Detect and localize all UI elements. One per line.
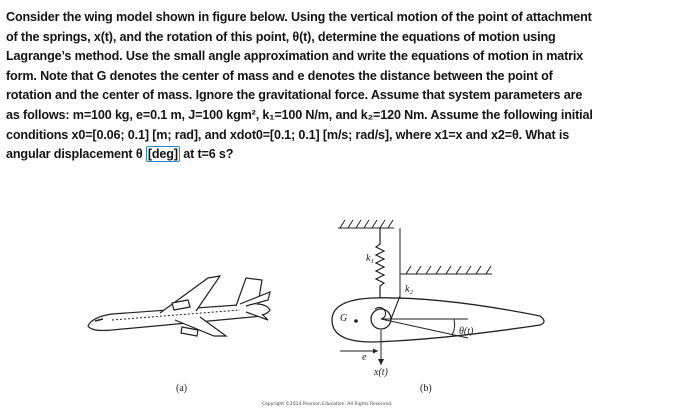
deg-highlight: [deg] — [147, 147, 178, 162]
label-G: G — [340, 313, 348, 324]
problem-statement — [6, 8, 694, 165]
e-arrowhead — [373, 349, 378, 354]
problem-line-6: as follows: m=100 kg, e=0.1 m, J=100 kgm², k₁=100 N/m, and k₂=120 Nm. Assume the following initial — [6, 107, 593, 122]
airfoil-wing — [332, 298, 544, 342]
copyright-notice: Copyright ©2014 Pearson Education. All Rights Reserved. — [262, 402, 393, 407]
problem-line-2: of the springs, x(t), and the rotation of this point, θ(t), determine the equations of motion using — [6, 29, 556, 44]
label-xt: x(t) — [374, 367, 388, 378]
label-k2: k₂ — [405, 284, 413, 295]
problem-line-5: rotation and the center of mass. Ignore the gravitational force. Assume that system parameters are — [6, 88, 583, 103]
caption-a: (a) — [176, 383, 188, 394]
caption-b: (b) — [420, 383, 432, 394]
center-of-mass-dot — [354, 319, 358, 323]
label-theta: θ(t) — [459, 326, 474, 337]
problem-line-8 — [6, 145, 694, 165]
label-e: e — [362, 352, 367, 363]
problem-line-4: form. Note that G denotes the center of mass and e denotes the distance between the point of — [6, 68, 553, 83]
figure-drawing — [0, 200, 700, 413]
ground-hatch-side — [400, 228, 492, 300]
wing-model-figure — [0, 200, 700, 413]
problem-line-7: conditions x0=[0.06; 0.1] [m; rad], and xdot0=[0.1; 0.1] [m/s; rad/s], where x1=x and x2=θ. What is — [6, 127, 570, 142]
question-suffix: at t=6 s? — [179, 147, 234, 162]
airplane-drawing — [88, 276, 270, 336]
problem-line-3: Lagrange’s method. Use the small angle approximation and write the equations of motion in matrix — [6, 49, 584, 64]
xt-arrowhead — [378, 359, 384, 365]
label-k1: k₁ — [366, 253, 374, 264]
question-prefix: angular displacement θ — [6, 147, 146, 162]
problem-line-1: Consider the wing model shown in figure below. Using the vertical motion of the point of attachment — [6, 10, 592, 24]
ground-hatch-top — [338, 220, 394, 228]
